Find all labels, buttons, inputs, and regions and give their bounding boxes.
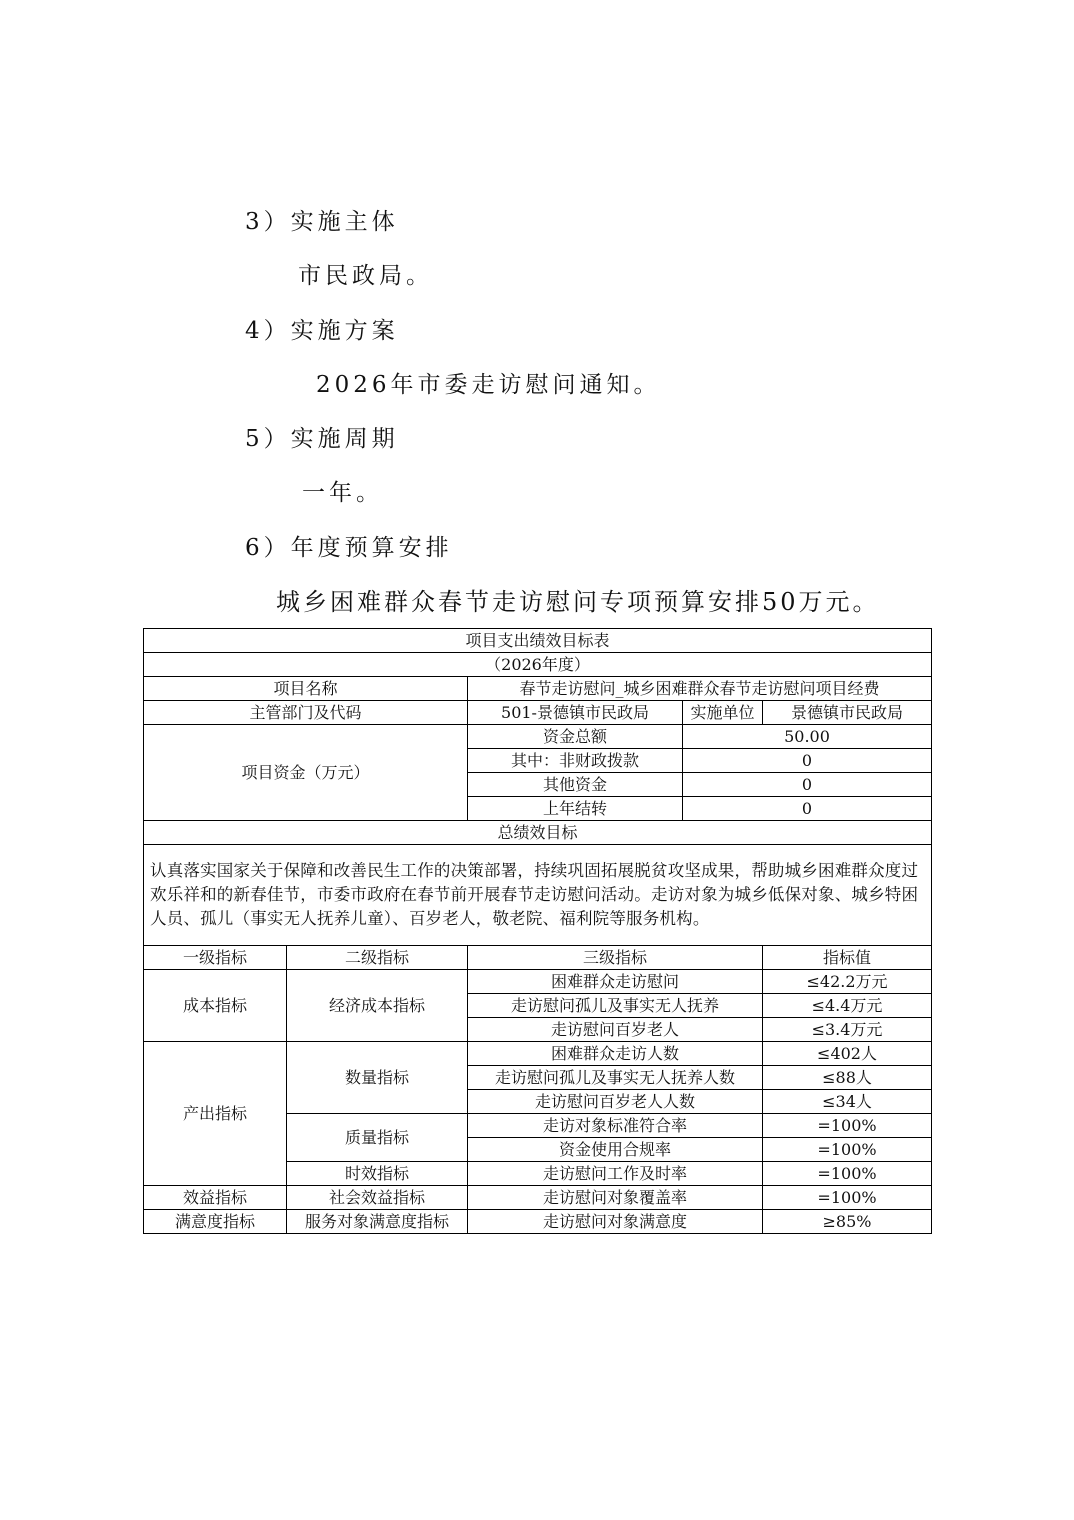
level3-indicator: 走访慰问对象满意度 [468,1210,763,1234]
level1-indicator: 产出指标 [144,1042,287,1186]
goal-text: 认真落实国家关于保障和改善民生工作的决策部署，持续巩固拓展脱贫攻坚成果，帮助城乡困难群众度过欢乐祥和的新春佳节，市委市政府在春节前开展春节走访慰问活动。走访对象为城乡低保对象、城乡特困人员、孤儿（事实无人抚养儿童）、百岁老人，敬老院、福利院等服务机构。 [144,845,932,946]
indicator-value: ≤4.4万元 [763,994,932,1018]
indicator-value: ≤402人 [763,1042,932,1066]
indicator-value: ≤42.2万元 [763,970,932,994]
level1-indicator: 满意度指标 [144,1210,287,1234]
section-heading: 3）实施主体 [245,209,399,235]
section-content: 市民政局。 [298,263,433,289]
indicator-value: =100% [763,1114,932,1138]
level1-indicator: 成本指标 [144,970,287,1042]
goal-label: 总绩效目标 [144,821,932,845]
table-title: 项目支出绩效目标表 [144,629,932,653]
indicator-row [144,1042,932,1066]
indicator-row [144,1186,932,1210]
header-value: 指标值 [763,946,932,970]
level3-indicator: 走访慰问百岁老人人数 [468,1090,763,1114]
level2-indicator: 服务对象满意度指标 [287,1210,468,1234]
section-content: 一年。 [302,480,383,506]
level2-indicator: 时效指标 [287,1162,468,1186]
fund-label: 其他资金 [468,773,683,797]
level2-indicator: 质量指标 [287,1114,468,1162]
indicator-value: ≤34人 [763,1090,932,1114]
section-heading: 5）实施周期 [245,426,399,452]
level3-indicator: 走访慰问对象覆盖率 [468,1186,763,1210]
fund-value: 0 [683,797,932,821]
indicator-row [144,1210,932,1234]
fund-value: 0 [683,773,932,797]
level3-indicator: 困难群众走访人数 [468,1042,763,1066]
indicator-value: =100% [763,1162,932,1186]
level3-indicator: 走访慰问百岁老人 [468,1018,763,1042]
level3-indicator: 走访慰问工作及时率 [468,1162,763,1186]
section-content: 城乡困难群众春节走访慰问专项预算安排50万元。 [276,588,880,616]
impl-label: 实施单位 [683,701,763,725]
dept: 501-景德镇市民政局 [468,701,683,725]
indicator-value: ≥85% [763,1210,932,1234]
fund-label: 上年结转 [468,797,683,821]
project-name: 春节走访慰问_城乡困难群众春节走访慰问项目经费 [468,677,932,701]
project-name-label: 项目名称 [144,677,468,701]
fund-label: 资金总额 [468,725,683,749]
level3-indicator: 走访对象标准符合率 [468,1114,763,1138]
level3-indicator: 走访慰问孤儿及事实无人抚养人数 [468,1066,763,1090]
header-level3: 三级指标 [468,946,763,970]
level3-indicator: 资金使用合规率 [468,1138,763,1162]
fund-value: 0 [683,749,932,773]
indicator-value: =100% [763,1186,932,1210]
indicator-value: ≤88人 [763,1066,932,1090]
level2-indicator: 数量指标 [287,1042,468,1114]
section-heading: 6）年度预算安排 [245,535,453,561]
table-year: （2026年度） [144,653,932,677]
section-heading: 4）实施方案 [245,318,399,344]
level1-indicator: 效益指标 [144,1186,287,1210]
section-content: 2026年市委走访慰问通知。 [316,372,661,398]
fund-value: 50.00 [683,725,932,749]
indicator-row [144,970,932,994]
header-level2: 二级指标 [287,946,468,970]
indicator-value: =100% [763,1138,932,1162]
performance-target-table [143,628,932,1234]
level2-indicator: 经济成本指标 [287,970,468,1042]
impl: 景德镇市民政局 [763,701,932,725]
header-level1: 一级指标 [144,946,287,970]
dept-label: 主管部门及代码 [144,701,468,725]
indicator-value: ≤3.4万元 [763,1018,932,1042]
level2-indicator: 社会效益指标 [287,1186,468,1210]
level3-indicator: 走访慰问孤儿及事实无人抚养 [468,994,763,1018]
fund-label: 其中：非财政拨款 [468,749,683,773]
funds-label: 项目资金（万元） [144,725,468,821]
level3-indicator: 困难群众走访慰问 [468,970,763,994]
